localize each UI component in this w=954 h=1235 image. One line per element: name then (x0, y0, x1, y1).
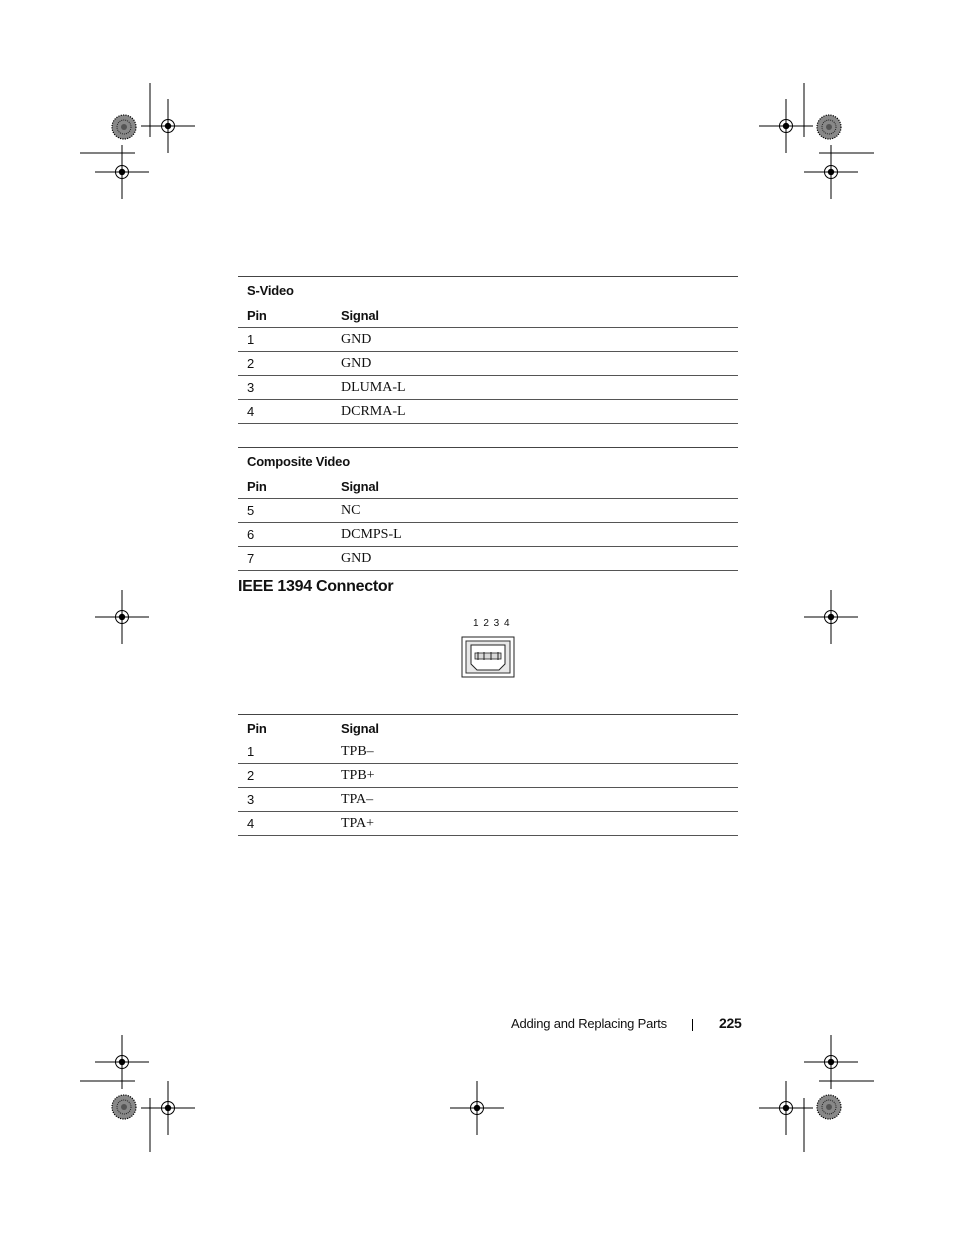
pin-cell: 2 (238, 764, 332, 788)
pin-cell: 4 (238, 812, 332, 836)
column-header-signal: Signal (341, 720, 379, 736)
pin-cell: 1 (238, 328, 332, 352)
table-row (238, 764, 738, 788)
connector-pin-numbers: 1 2 3 4 (473, 618, 511, 629)
pin-cell: 5 (238, 499, 332, 523)
ieee1394-pin-table (238, 714, 738, 836)
table-caption: S-Video (247, 282, 294, 298)
column-header-pin: Pin (247, 478, 267, 494)
signal-cell: GND (332, 352, 738, 376)
table-row (238, 376, 738, 400)
table-row (238, 400, 738, 424)
column-header-signal: Signal (341, 478, 379, 494)
table-caption: Composite Video (247, 453, 350, 469)
section-heading: IEEE 1394 Connector (238, 578, 394, 595)
table-row (238, 740, 738, 764)
pin-cell: 7 (238, 547, 332, 571)
table-row (238, 523, 738, 547)
signal-cell: NC (332, 499, 738, 523)
composite-video-table (238, 447, 738, 571)
page-number: 225 (719, 1015, 742, 1031)
signal-cell: TPB– (341, 743, 374, 759)
pin-cell: 3 (238, 376, 332, 400)
column-header-pin: Pin (247, 720, 267, 736)
footer-section-title: Adding and Replacing Parts (511, 1016, 667, 1031)
pin-cell: 1 (247, 743, 255, 759)
signal-cell: DCMPS-L (332, 523, 738, 547)
table-row (238, 328, 738, 352)
table-row (238, 788, 738, 812)
table-row (238, 547, 738, 571)
pin-cell: 3 (238, 788, 332, 812)
table-row (238, 499, 738, 523)
table-row (238, 812, 738, 836)
pin-cell: 2 (238, 352, 332, 376)
pin-cell: 6 (238, 523, 332, 547)
table-row (238, 352, 738, 376)
signal-cell: TPA+ (332, 812, 738, 836)
signal-cell: TPB+ (332, 764, 738, 788)
column-header-pin: Pin (247, 307, 267, 323)
signal-cell: GND (332, 547, 738, 571)
svideo-table (238, 276, 738, 424)
ieee1394-connector-icon (461, 636, 517, 680)
signal-cell: DCRMA-L (332, 400, 738, 424)
footer-divider (692, 1019, 693, 1031)
column-header-signal: Signal (341, 307, 379, 323)
signal-cell: GND (332, 328, 738, 352)
signal-cell: TPA– (332, 788, 738, 812)
pin-cell: 4 (238, 400, 332, 424)
signal-cell: DLUMA-L (332, 376, 738, 400)
